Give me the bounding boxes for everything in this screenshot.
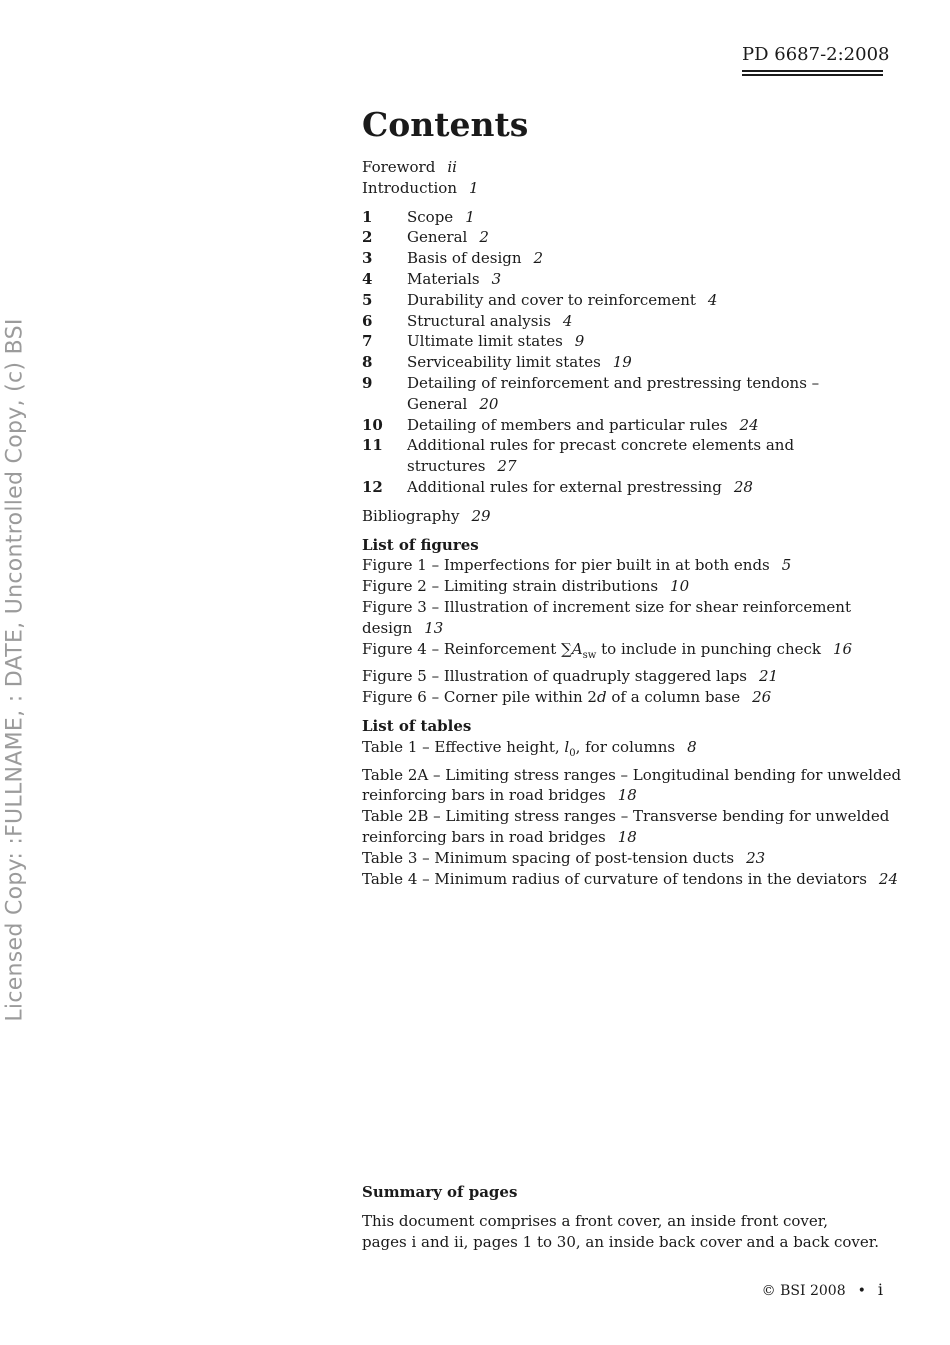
toc-section-12[interactable] (362, 477, 902, 498)
toc-label-line1: Table 2B – Limiting stress ranges – Transverse bending for unwelded (362, 807, 890, 826)
math-subscript: sw (582, 649, 597, 661)
toc-page: 4 (707, 290, 718, 309)
math-variable: l (564, 737, 570, 756)
toc-label-line1: Table 2A – Limiting stress ranges – Longitudinal bending for unwelded (362, 765, 902, 784)
toc-page: 27 (497, 457, 517, 476)
toc-page: 24 (739, 415, 759, 434)
toc-label-line2: reinforcing bars in road bridges (362, 786, 606, 805)
toc-page: 2 (533, 249, 544, 268)
toc-label: Ultimate limit states (407, 332, 563, 351)
section-number: 11 (362, 436, 383, 455)
page-title: Contents (362, 105, 529, 144)
toc-label-rest: to include in punching check (596, 639, 821, 658)
toc-label: Bibliography (362, 506, 460, 525)
math-subscript: 0 (569, 747, 576, 759)
toc-page: ii (447, 158, 457, 176)
toc-label: Table 4 – Minimum radius of curvature of tendons in the deviators (362, 869, 867, 888)
toc-page: 28 (733, 477, 753, 496)
toc-page: 1 (469, 178, 479, 197)
toc-page: 21 (759, 667, 779, 686)
toc-label: Table 1 – Effective height, (362, 737, 565, 756)
toc-section-4[interactable] (362, 269, 902, 290)
toc-label-rest: , for columns (575, 737, 676, 756)
section-number: 1 (362, 207, 373, 226)
page-footer (700, 1280, 883, 1299)
summary-text-line2: pages i and ii, pages 1 to 30, an inside back cover and a back cover. (362, 1232, 880, 1251)
toc-page: 23 (746, 848, 766, 867)
license-watermark: Licensed Copy: :FULLNAME, : DATE, Uncontrolled Copy, (c) BSI (2, 318, 28, 1022)
toc-page: 18 (617, 827, 637, 846)
toc-label: Serviceability limit states (407, 353, 601, 372)
summation-symbol: ∑ (561, 639, 572, 658)
toc-table-2b[interactable] (362, 806, 902, 848)
toc-page: 1 (465, 207, 475, 226)
toc-figure-6[interactable] (362, 687, 902, 708)
section-number: 3 (362, 249, 373, 268)
list-of-tables-heading: List of tables (362, 716, 472, 735)
toc-entry-foreword[interactable] (362, 157, 902, 178)
toc-label-line2: structures (407, 457, 486, 476)
summary-heading: Summary of pages (362, 1183, 518, 1201)
toc-figure-5[interactable] (362, 666, 902, 687)
toc-label: Detailing of members and particular rules (407, 415, 728, 434)
toc-figure-2[interactable] (362, 576, 902, 597)
page-number: i (877, 1280, 883, 1299)
toc-label-line2: design (362, 618, 413, 637)
toc-page: 9 (574, 332, 585, 351)
section-number: 9 (362, 373, 373, 392)
toc-page: 5 (781, 556, 792, 575)
toc-label-line1: Additional rules for precast concrete elements and (407, 436, 795, 455)
toc-section-6[interactable] (362, 311, 902, 332)
math-variable: d (596, 688, 607, 707)
header-rule-top (742, 70, 883, 72)
toc-figure-3[interactable] (362, 597, 902, 639)
toc-page: 29 (471, 506, 491, 525)
toc-figure-4[interactable] (362, 639, 902, 667)
toc-page: 8 (687, 737, 697, 756)
toc-label: Figure 6 – Corner pile within 2 (362, 688, 597, 707)
section-number: 2 (362, 228, 373, 247)
summary-of-pages (362, 1182, 902, 1252)
toc-page: 10 (670, 577, 690, 596)
toc-section-10[interactable] (362, 415, 902, 436)
toc-label: Foreword (362, 158, 436, 176)
section-number: 5 (362, 290, 373, 309)
toc-label: Figure 5 – Illustration of quadruply staggered laps (362, 667, 748, 686)
toc-label: Materials (407, 269, 480, 288)
toc-table-2a[interactable] (362, 765, 902, 807)
list-of-figures-heading: List of figures (362, 535, 479, 554)
toc-page: 3 (491, 269, 502, 288)
toc-label-line2: reinforcing bars in road bridges (362, 827, 606, 846)
toc-label: Table 3 – Minimum spacing of post-tension ducts (362, 848, 735, 867)
toc-table-1[interactable] (362, 737, 902, 765)
toc-label-line1: Detailing of reinforcement and prestressing tendons – (407, 373, 820, 392)
toc-entry-introduction[interactable] (362, 178, 902, 199)
toc-page: 16 (833, 639, 853, 658)
toc-page: 13 (424, 618, 444, 637)
toc-figure-1[interactable] (362, 555, 902, 576)
toc-section-9[interactable] (362, 373, 902, 415)
toc-label: Introduction (362, 178, 457, 197)
toc-label: Basis of design (407, 249, 522, 268)
toc-page: 24 (878, 869, 898, 888)
toc-entry-bibliography[interactable] (362, 506, 902, 527)
math-variable: A (571, 639, 583, 658)
toc-page: 20 (479, 394, 499, 413)
toc-label: Figure 4 – Reinforcement (362, 639, 562, 658)
toc-section-2[interactable] (362, 227, 902, 248)
section-number: 6 (362, 311, 373, 330)
toc-section-7[interactable] (362, 331, 902, 352)
section-number: 10 (362, 415, 383, 434)
toc-section-3[interactable] (362, 248, 902, 269)
toc-page: 18 (617, 786, 637, 805)
header-rule-bottom (742, 74, 883, 76)
toc-section-1[interactable] (362, 207, 902, 228)
toc-label-line2: General (407, 394, 468, 413)
toc-table-3[interactable] (362, 848, 902, 869)
toc-section-11[interactable] (362, 435, 902, 477)
summary-text-line1: This document comprises a front cover, an inside front cover, (362, 1211, 829, 1230)
toc-label: General (407, 228, 468, 247)
toc-label: Scope (407, 207, 454, 226)
toc-page: 4 (562, 311, 573, 330)
section-number: 8 (362, 353, 373, 372)
toc-page: 26 (752, 688, 772, 707)
section-number: 4 (362, 269, 373, 288)
section-number: 7 (362, 332, 373, 351)
section-number: 12 (362, 477, 383, 496)
toc-label: Figure 2 – Limiting strain distributions (362, 577, 659, 596)
document-id: PD 6687-2:2008 (742, 44, 890, 65)
toc-page: 2 (479, 228, 489, 247)
toc-table-4[interactable] (362, 869, 902, 890)
toc-label: Additional rules for external prestressing (407, 477, 722, 496)
toc-page: 19 (612, 353, 632, 372)
toc-label: Structural analysis (407, 311, 551, 330)
toc-label-rest: of a column base (606, 688, 741, 707)
bullet-separator: • (857, 1283, 866, 1299)
toc-section-5[interactable] (362, 290, 902, 311)
contents-block (362, 104, 902, 889)
copyright: © BSI 2008 (761, 1283, 846, 1299)
toc-label: Figure 1 – Imperfections for pier built in at both ends (362, 556, 770, 575)
toc-label: Durability and cover to reinforcement (407, 290, 696, 309)
toc-section-8[interactable] (362, 352, 902, 373)
toc-label-line1: Figure 3 – Illustration of increment size for shear reinforcement (362, 597, 851, 616)
